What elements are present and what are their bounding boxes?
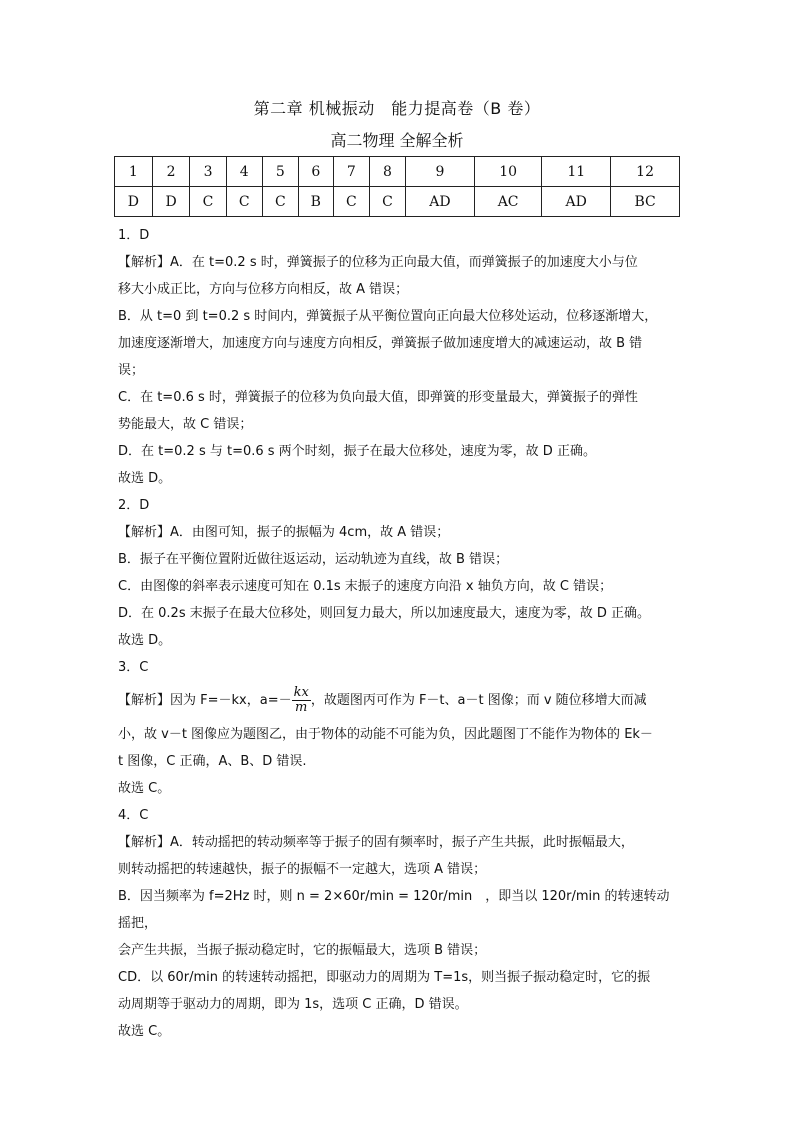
solution-line: 则转动摇把的转速越快，振子的振幅不一定越大，选项 A 错误； bbox=[118, 862, 487, 877]
question-number-cell: 8 bbox=[369, 157, 405, 187]
solution-line: 误； bbox=[118, 363, 145, 378]
solution-text: 【解析】因为 F=－kx，a=－ bbox=[118, 693, 292, 708]
solution-line: 【解析】A．由图可知，振子的振幅为 4cm，故 A 错误； bbox=[118, 525, 450, 540]
answer-cell: BC bbox=[611, 187, 680, 217]
question-number-cell: 12 bbox=[611, 157, 680, 187]
question-heading: 2．D bbox=[118, 498, 150, 513]
solution-line: t 图像，C 正确，A、B、D 错误. bbox=[118, 754, 307, 769]
question-number-cell: 10 bbox=[474, 157, 541, 187]
solution-line: B．从 t=0 到 t=0.2 s 时间内，弹簧振子从平衡位置向正向最大位移处运动，位移逐渐增大， bbox=[118, 309, 658, 324]
answer-cell: D bbox=[115, 187, 153, 217]
answer-cell: C bbox=[369, 187, 405, 217]
question-number-cell: 1 bbox=[115, 157, 153, 187]
solution-line: B．因当频率为 f=2Hz 时，则 n = 2×60r/min = 120r/min ，即当以 120r/min 的转速转动摇把， bbox=[118, 889, 670, 931]
solution-text: ，故题图丙可作为 F－t、a－t 图像；而 v 随位移增大而减 bbox=[310, 693, 647, 708]
question-number-cell: 2 bbox=[152, 157, 190, 187]
question-number-cell: 4 bbox=[226, 157, 262, 187]
answer-cell: D bbox=[152, 187, 190, 217]
solution-line: B．振子在平衡位置附近做往返运动，运动轨迹为直线，故 B 错误； bbox=[118, 552, 509, 567]
solution-line: C．在 t=0.6 s 时，弹簧振子的位移为负向最大值，即弹簧的形变量最大，弹簧振子的弹性 bbox=[118, 390, 638, 405]
solution-line: CD．以 60r/min 的转速转动摇把，即驱动力的周期为 T=1s，则当振子振动稳定时，它的振 bbox=[118, 970, 651, 985]
solution-line: 加速度逐渐增大，加速度方向与速度方向相反，弹簧振子做加速度增大的减速运动，故 B 错 bbox=[118, 336, 643, 351]
solution-line: 势能最大，故 C 错误； bbox=[118, 417, 253, 432]
document-title: 第二章 机械振动 能力提高卷（B 卷） bbox=[253, 99, 541, 118]
question-number-cell: 11 bbox=[542, 157, 611, 187]
answer-cell: C bbox=[262, 187, 298, 217]
solution-line: 【解析】A．在 t=0.2 s 时，弹簧振子的位移为正向最大值，而弹簧振子的加速度大小与位 bbox=[118, 255, 638, 270]
solution-line: 故选 C。 bbox=[118, 1024, 171, 1039]
answer-cell: AC bbox=[474, 187, 541, 217]
solution-line: C．由图像的斜率表示速度可知在 0.1s 末振子的速度方向沿 x 轴负方向，故 C 错误； bbox=[118, 579, 613, 594]
solution-line-with-fraction bbox=[118, 681, 678, 721]
solution-line: 故选 D。 bbox=[118, 633, 172, 648]
solution-line: 【解析】A．转动摇把的转动频率等于振子的固有频率时，振子产生共振，此时振幅最大， bbox=[118, 835, 634, 850]
answer-cell: B bbox=[298, 187, 333, 217]
question-number-cell: 6 bbox=[298, 157, 333, 187]
answer-cell: AD bbox=[406, 187, 475, 217]
solution-line: 故选 C。 bbox=[118, 781, 171, 796]
question-heading: 1．D bbox=[118, 228, 150, 243]
question-number-cell: 3 bbox=[190, 157, 226, 187]
question-number-cell: 7 bbox=[333, 157, 369, 187]
fraction bbox=[292, 686, 311, 715]
fraction-denominator: m bbox=[295, 700, 308, 715]
answer-cell: C bbox=[226, 187, 262, 217]
solution-line: D．在 0.2s 末振子在最大位移处，则回复力最大，所以加速度最大，速度为零，故 D 正确。 bbox=[118, 606, 650, 621]
solution-line: 故选 D。 bbox=[118, 471, 172, 486]
question-number-cell: 5 bbox=[262, 157, 298, 187]
solution-line: 小，故 v－t 图像应为题图乙，由于物体的动能不可能为负，因此题图丁不能作为物体的 Ek－ bbox=[118, 727, 653, 742]
solution-line: 动周期等于驱动力的周期，即为 1s，选项 C 正确，D 错误。 bbox=[118, 997, 468, 1012]
solution-line: 移大小成正比，方向与位移方向相反，故 A 错误； bbox=[118, 282, 409, 297]
answer-table bbox=[114, 156, 680, 217]
solution-line: D．在 t=0.2 s 与 t=0.6 s 两个时刻，振子在最大位移处，速度为零，故 D 正确。 bbox=[118, 444, 596, 459]
document-subtitle: 高二物理 全解全析 bbox=[330, 131, 464, 150]
solution-line: 会产生共振，当振子振动稳定时，它的振幅最大，选项 B 错误； bbox=[118, 943, 487, 958]
solutions-body bbox=[118, 222, 678, 1045]
fraction-numerator: kx bbox=[293, 685, 309, 700]
question-heading: 3．C bbox=[118, 660, 149, 675]
question-heading: 4．C bbox=[118, 808, 149, 823]
answer-cell: C bbox=[333, 187, 369, 217]
answer-table-answer-row bbox=[115, 187, 680, 217]
answer-cell: C bbox=[190, 187, 226, 217]
answer-cell: AD bbox=[542, 187, 611, 217]
question-number-cell: 9 bbox=[406, 157, 475, 187]
answer-table-number-row bbox=[115, 157, 680, 187]
